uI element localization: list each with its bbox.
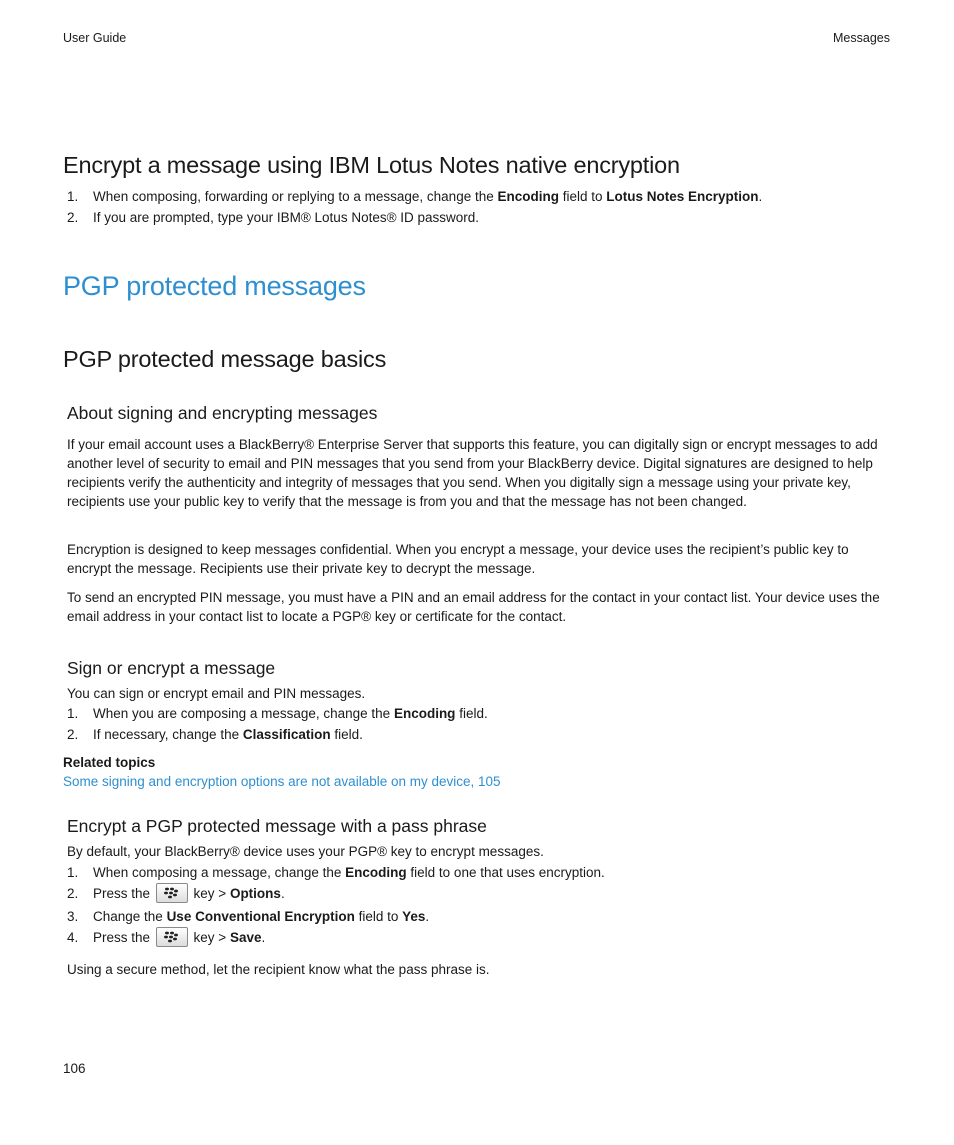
step-text: field. [330, 727, 363, 742]
paragraph: To send an encrypted PIN message, you must have a PIN and an email address for the contact in your contact list. Your device uses the email address in your contact list to locate a PGP® key or certificate for the contact. [67, 590, 880, 624]
step-bold: Yes [402, 909, 426, 924]
list-item [67, 907, 429, 926]
step-text: Change the [93, 909, 167, 924]
step-text: . [425, 909, 430, 924]
step-text: When you are composing a message, change the [93, 706, 394, 721]
paragraph: If your email account uses a BlackBerry® Enterprise Server that supports this feature, you can digitally sign or encrypt messages to add another level of security to email and PIN messages that you send from your BlackBerry device. Digital signatures are designed to help recipients verify the authenticity and integrity of messages that you send. When you digitally sign a message using your private key, recipients use your public key to verify that the message is from you and that the message has not been changed. [67, 437, 878, 509]
list-item [67, 187, 762, 206]
step-text: If you are prompted, type your IBM® Lotus Notes® ID password. [93, 210, 480, 225]
step-number: 2. [67, 727, 79, 742]
blackberry-menu-key-icon [156, 883, 188, 903]
step-text: Press the [93, 930, 154, 945]
step-text: . [280, 886, 285, 901]
paragraph: By default, your BlackBerry® device uses your PGP® key to encrypt messages. [67, 844, 544, 859]
step-text: If necessary, change the [93, 727, 243, 742]
step-bold: Use Conventional Encryption [166, 909, 355, 924]
list-item [67, 884, 285, 904]
list-item [67, 704, 488, 723]
blackberry-menu-key-icon [156, 927, 188, 947]
step-number: 1. [67, 865, 79, 880]
step-number: 1. [67, 189, 79, 204]
step-number: 2. [67, 210, 79, 225]
paragraph: Using a secure method, let the recipient know what the pass phrase is. [67, 962, 490, 977]
related-topic-link[interactable]: Some signing and encryption options are not available on my device, 105 [63, 774, 501, 789]
paragraph: You can sign or encrypt email and PIN messages. [67, 686, 366, 701]
step-number: 3. [67, 909, 79, 924]
step-number: 1. [67, 706, 79, 721]
section-title-pgp-basics: PGP protected message basics [63, 346, 387, 372]
running-header-right: Messages [833, 31, 890, 45]
step-number: 4. [67, 930, 79, 945]
paragraph: Encryption is designed to keep messages confidential. When you encrypt a message, your device uses the recipient’s public key to encrypt the message. Recipients use their private key to decrypt the message. [67, 542, 849, 576]
step-text: key > [189, 930, 230, 945]
running-header-left: User Guide [63, 31, 127, 45]
list-item [67, 928, 265, 948]
subsection-title-sign-or-encrypt: Sign or encrypt a message [67, 658, 276, 678]
step-number: 2. [67, 886, 79, 901]
step-bold: Classification [242, 727, 331, 742]
step-bold: Encoding [393, 706, 456, 721]
list-item [67, 208, 479, 227]
subsection-title-pass-phrase: Encrypt a PGP protected message with a pass phrase [67, 816, 487, 836]
section-title-lotus-encryption: Encrypt a message using IBM Lotus Notes native encryption [63, 152, 680, 178]
list-item [67, 725, 363, 744]
step-bold: Encoding [345, 865, 407, 880]
related-topics-heading: Related topics [63, 755, 156, 770]
list-item [67, 863, 605, 882]
step-text: When composing, forwarding or replying to a message, change the [93, 189, 498, 204]
step-text: key > [189, 886, 230, 901]
step-bold: Save [229, 930, 262, 945]
step-text: field to one that uses encryption. [406, 865, 605, 880]
step-text: . [758, 189, 763, 204]
subsection-title-about-signing: About signing and encrypting messages [67, 403, 378, 423]
step-bold: Lotus Notes Encryption [606, 189, 759, 204]
step-bold: Options [229, 886, 281, 901]
page-number: 106 [63, 1061, 86, 1076]
step-text: field. [455, 706, 488, 721]
step-bold: Encoding [497, 189, 559, 204]
step-text: When composing a message, change the [93, 865, 346, 880]
step-text: Press the [93, 886, 154, 901]
chapter-title-pgp: PGP protected messages [63, 271, 366, 301]
step-text: . [261, 930, 266, 945]
step-text: field to [558, 189, 607, 204]
step-text: field to [354, 909, 403, 924]
